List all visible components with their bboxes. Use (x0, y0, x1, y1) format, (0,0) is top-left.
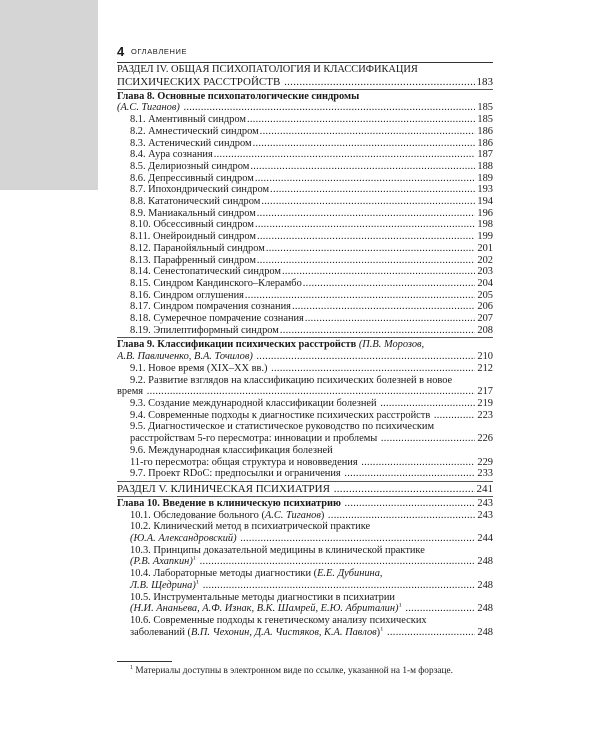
toc-entry-8-2[interactable]: 8.2. Амнестический синдром 186 ..... (117, 126, 493, 138)
divider (117, 481, 493, 482)
toc-entry-8-3[interactable]: 8.3. Астенический синдром 186 ..... (117, 138, 493, 150)
running-head: ОГЛАВЛЕНИЕ (131, 47, 188, 56)
toc-entry-8-10[interactable]: 8.10. Обсессивный синдром 198 ..... (117, 219, 493, 231)
toc-entry-10-4-line2[interactable]: Л.В. Щедрина)$^1$ 248 ..... (117, 580, 493, 592)
toc-entry-9-2-line2[interactable]: время 217 ..... (117, 386, 493, 398)
chapter-9-title-line2[interactable] (117, 351, 493, 363)
toc-entry-8-11[interactable]: 8.11. Онейроидный синдром 199 ..... (117, 231, 493, 243)
toc-entry-9-3[interactable]: 9.3. Создание международной классификации болезней 219 ..... (117, 398, 493, 410)
footnote-marker: 1 (398, 603, 402, 609)
chapter-8-author: (А.С. Тиганов) (117, 102, 180, 114)
toc-entry-8-17[interactable]: 8.17. Синдром помрачения сознания 206 ..... (117, 301, 493, 313)
chapter-8-items (117, 114, 493, 336)
chapter-8-page: 185 (477, 102, 493, 114)
toc-entry-10-5-line2[interactable]: (Н.И. Ананьева, А.Ф. Изнак, В.К. Шамрей, Е.Ю. Абриталин)$^1$ 248 ..... (117, 603, 493, 615)
toc-entry-9-6-line1[interactable]: 9.6. Международная классификация болезней (130, 444, 333, 456)
toc-entry-8-14[interactable]: 8.14. Сенестопатический синдром 203 ..... (117, 266, 493, 278)
divider (117, 337, 493, 338)
section-4-title-line1[interactable]: РАЗДЕЛ IV. ОБЩАЯ ПСИХОПАТОЛОГИЯ И КЛАССИФИКАЦИЯ (117, 64, 418, 75)
footnote-marker: 1 (195, 579, 200, 586)
toc-entry-8-5[interactable]: 8.5. Делириозный синдром 188 ..... (117, 161, 493, 173)
page-number: 4 (117, 44, 125, 59)
chapter-9-authors-part1: (П.В. Морозов, (356, 339, 425, 351)
divider (117, 496, 493, 497)
section-4-page: 183 (476, 75, 493, 88)
section-5-title[interactable]: РАЗДЕЛ V. КЛИНИЧЕСКАЯ ПСИХИАТРИЯ 241 ..... (117, 483, 493, 495)
toc-entry-8-12[interactable]: 8.12. Паранойяльный синдром 201 ..... (117, 243, 493, 255)
footnote-text: Материалы доступны в электронном виде по ссылке, указанной на 1-м форзаце. (133, 666, 453, 676)
toc-entry-10-1[interactable]: 10.1. Обследование больного (А.С. Тиганов) 243 ..... (117, 510, 493, 522)
toc-entry-10-4-line1[interactable]: 10.4. Лабораторные методы диагностики (Е.Е. Дубинина, (130, 568, 383, 580)
toc-entry-8-9[interactable]: 8.9. Маниакальный синдром 196 ..... (117, 208, 493, 220)
toc-entry-8-18[interactable]: 8.18. Сумеречное помрачение сознания 207 ..... (117, 313, 493, 325)
toc-entry-8-7[interactable]: 8.7. Ипохондрический синдром 193 ..... (117, 184, 493, 196)
toc-entry-9-5-line1[interactable]: 9.5. Диагностическое и статистическое руководство по психическим (130, 421, 435, 433)
toc-entry-8-1[interactable]: 8.1. Аментивный синдром 185 ..... (117, 114, 493, 126)
toc-entry-8-19[interactable]: 8.19. Эпилептиформный синдром 208 ..... (117, 325, 493, 337)
divider (117, 89, 493, 90)
chapter-10-title[interactable]: Глава 10. Введение в клиническую психиатрию 243 ..... (117, 498, 493, 510)
toc-entry-10-5-line1[interactable]: 10.5. Инструментальные методы диагностики в психиатрии (130, 591, 395, 603)
chapter-8-author-line[interactable] (117, 102, 493, 114)
table-of-contents (117, 64, 493, 638)
toc-entry-9-1[interactable]: 9.1. Новое время (XIX–XX вв.) 212 ..... (117, 363, 493, 375)
footnote-rule (117, 661, 172, 662)
toc-entry-9-5-line2[interactable]: расстройствам 5-го пересмотра: инновации и проблемы 226 ..... (117, 433, 493, 445)
section-4-title-line2[interactable]: ПСИХИЧЕСКИХ РАССТРОЙСТВ 183 ..... (117, 76, 493, 88)
toc-entry-8-15[interactable]: 8.15. Синдром Кандинского–Клерамбо 204 ..... (117, 278, 493, 290)
chapter-9-page: 210 (477, 351, 493, 363)
toc-entry-9-6-line2[interactable]: 11-го пересмотра: общая структура и нововведения 229 ..... (117, 457, 493, 469)
footnote (130, 666, 493, 677)
footnote-marker: 1 (380, 626, 384, 633)
toc-entry-8-4[interactable]: 8.4. Аура сознания 187 ..... (117, 149, 493, 161)
toc-entry-9-4[interactable]: 9.4. Современные подходы к диагностике психических расстройств 223 ..... (117, 410, 493, 422)
toc-entry-8-16[interactable]: 8.16. Синдром оглушения 205 ..... (117, 290, 493, 302)
toc-entry-10-6-line1[interactable]: 10.6. Современные подходы к генетическому анализу психических (130, 614, 427, 626)
toc-entry-10-3-line2[interactable]: (Р.В. Ахапкин)$^1$ 248 ..... (117, 556, 493, 568)
toc-entry-10-6-line2[interactable]: заболеваний (В.П. Чехонин, Д.А. Чистяков, К.А. Павлов)$^1$ 248 ..... (117, 627, 493, 639)
side-thumb-tab (0, 0, 98, 190)
header-rule (117, 62, 493, 63)
toc-entry-8-8[interactable]: 8.8. Кататонический синдром 194 ..... (117, 196, 493, 208)
toc-entry-10-2-line2[interactable]: (Ю.А. Александровский) 244 ..... (117, 533, 493, 545)
chapter-8-title[interactable]: Глава 8. Основные психопатологические синдромы (117, 90, 360, 102)
chapter-9-title-line1[interactable]: Глава 9. Классификации психических расстройств (П.В. Морозов, (117, 339, 425, 351)
toc-entry-9-2-line1[interactable]: 9.2. Развитие взглядов на классификацию психических болезней в новое (130, 374, 453, 386)
chapter-10-page: 243 (477, 497, 493, 509)
footnote-number: 1 (130, 664, 133, 671)
toc-entry-9-7[interactable]: 9.7. Проект RDoC: предпосылки и ограничения 233 ..... (117, 468, 493, 480)
toc-entry-10-3-line1[interactable]: 10.3. Принципы доказательной медицины в клинической практике (130, 544, 425, 556)
toc-entry-8-13[interactable]: 8.13. Парафренный синдром 202 ..... (117, 255, 493, 267)
toc-entry-10-2-line1[interactable]: 10.2. Клинический метод в психиатрической практике (130, 521, 371, 533)
toc-entry-8-6[interactable]: 8.6. Депрессивный синдром 189 ..... (117, 173, 493, 185)
section-5-page: 241 (476, 482, 493, 495)
chapter-9-authors-part2: А.В. Павличенко, В.А. Точилов) (117, 351, 253, 363)
footnote-marker: 1 (192, 556, 197, 562)
